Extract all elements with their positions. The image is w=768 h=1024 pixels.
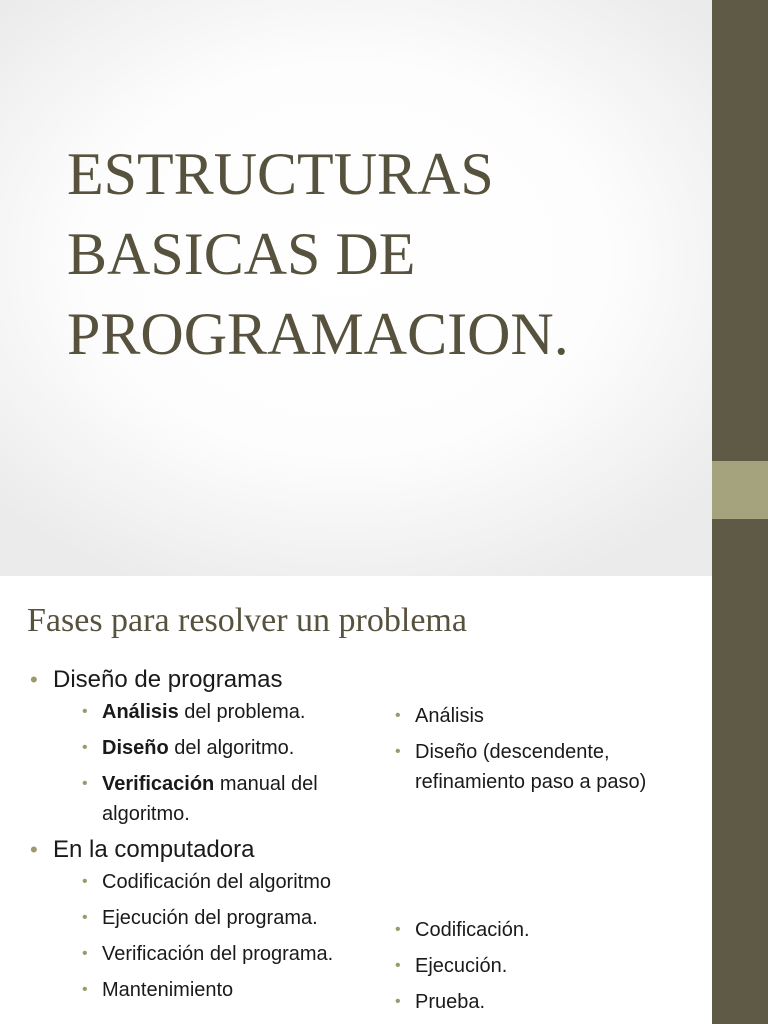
list-item-text: Codificación. <box>415 919 530 941</box>
list-item-text: Prueba. <box>415 991 486 1013</box>
right-bullet-list-top <box>390 701 700 803</box>
list-item <box>390 987 700 1017</box>
bullet-icon: • <box>30 837 38 862</box>
list-item <box>390 951 700 981</box>
right-bullet-list-bottom <box>390 915 700 1023</box>
bullet-icon: • <box>82 775 88 792</box>
list-item <box>77 939 358 969</box>
list-item <box>390 701 700 731</box>
bullet-icon: • <box>395 957 401 974</box>
list-item-text: Mantenimiento <box>102 979 234 1001</box>
bullet-icon: • <box>82 981 88 998</box>
slide-title <box>67 134 687 374</box>
title-line: ESTRUCTURAS <box>67 141 494 207</box>
bullet-icon: • <box>395 921 401 938</box>
list-item-text: Ejecución. <box>415 955 508 977</box>
list-item <box>77 867 358 897</box>
title-line: BASICAS DE <box>67 221 416 287</box>
list-item <box>77 769 358 829</box>
bullet-icon: • <box>82 909 88 926</box>
list-item-bold: Análisis <box>102 701 179 723</box>
list-item <box>390 915 700 945</box>
list-item-label: Diseño de programas <box>53 666 283 693</box>
bullet-icon: • <box>395 743 401 760</box>
sub-list <box>28 867 358 1005</box>
list-item-text: Verificación del programa. <box>102 943 334 965</box>
list-item-label: En la computadora <box>53 836 255 863</box>
list-item-text: Ejecución del programa. <box>102 907 318 929</box>
left-bullet-list <box>28 665 358 1011</box>
list-item-bold: Diseño <box>102 737 169 759</box>
bullet-icon: • <box>82 703 88 720</box>
sidebar-stripe <box>712 576 768 1024</box>
list-item <box>77 975 358 1005</box>
list-item-text: manual del algoritmo. <box>102 773 318 825</box>
bullet-icon: • <box>30 667 38 692</box>
list-item-text: del algoritmo. <box>168 737 295 759</box>
sidebar-accent <box>712 461 768 519</box>
list-item-bold: Verificación <box>102 773 215 795</box>
sub-list <box>28 697 358 829</box>
list-item <box>77 903 358 933</box>
bullet-icon: • <box>395 993 401 1010</box>
list-item <box>390 737 700 797</box>
bullet-icon: • <box>395 707 401 724</box>
bullet-icon: • <box>82 739 88 756</box>
list-item-design <box>28 665 358 829</box>
list-item-text: del problema. <box>178 701 306 723</box>
bullet-icon: • <box>82 945 88 962</box>
list-item-text: Codificación del algoritmo <box>102 871 332 893</box>
list-item-text: Diseño (descendente, refinamiento paso a paso) <box>415 741 647 793</box>
slide-subtitle: Fases para resolver un problema <box>27 602 467 639</box>
content-slide <box>0 576 768 1024</box>
list-item <box>77 733 358 763</box>
list-item <box>77 697 358 727</box>
title-line: PROGRAMACION. <box>67 301 569 367</box>
list-item-text: Análisis <box>415 705 484 727</box>
list-item-computer <box>28 835 358 1005</box>
bullet-icon: • <box>82 873 88 890</box>
